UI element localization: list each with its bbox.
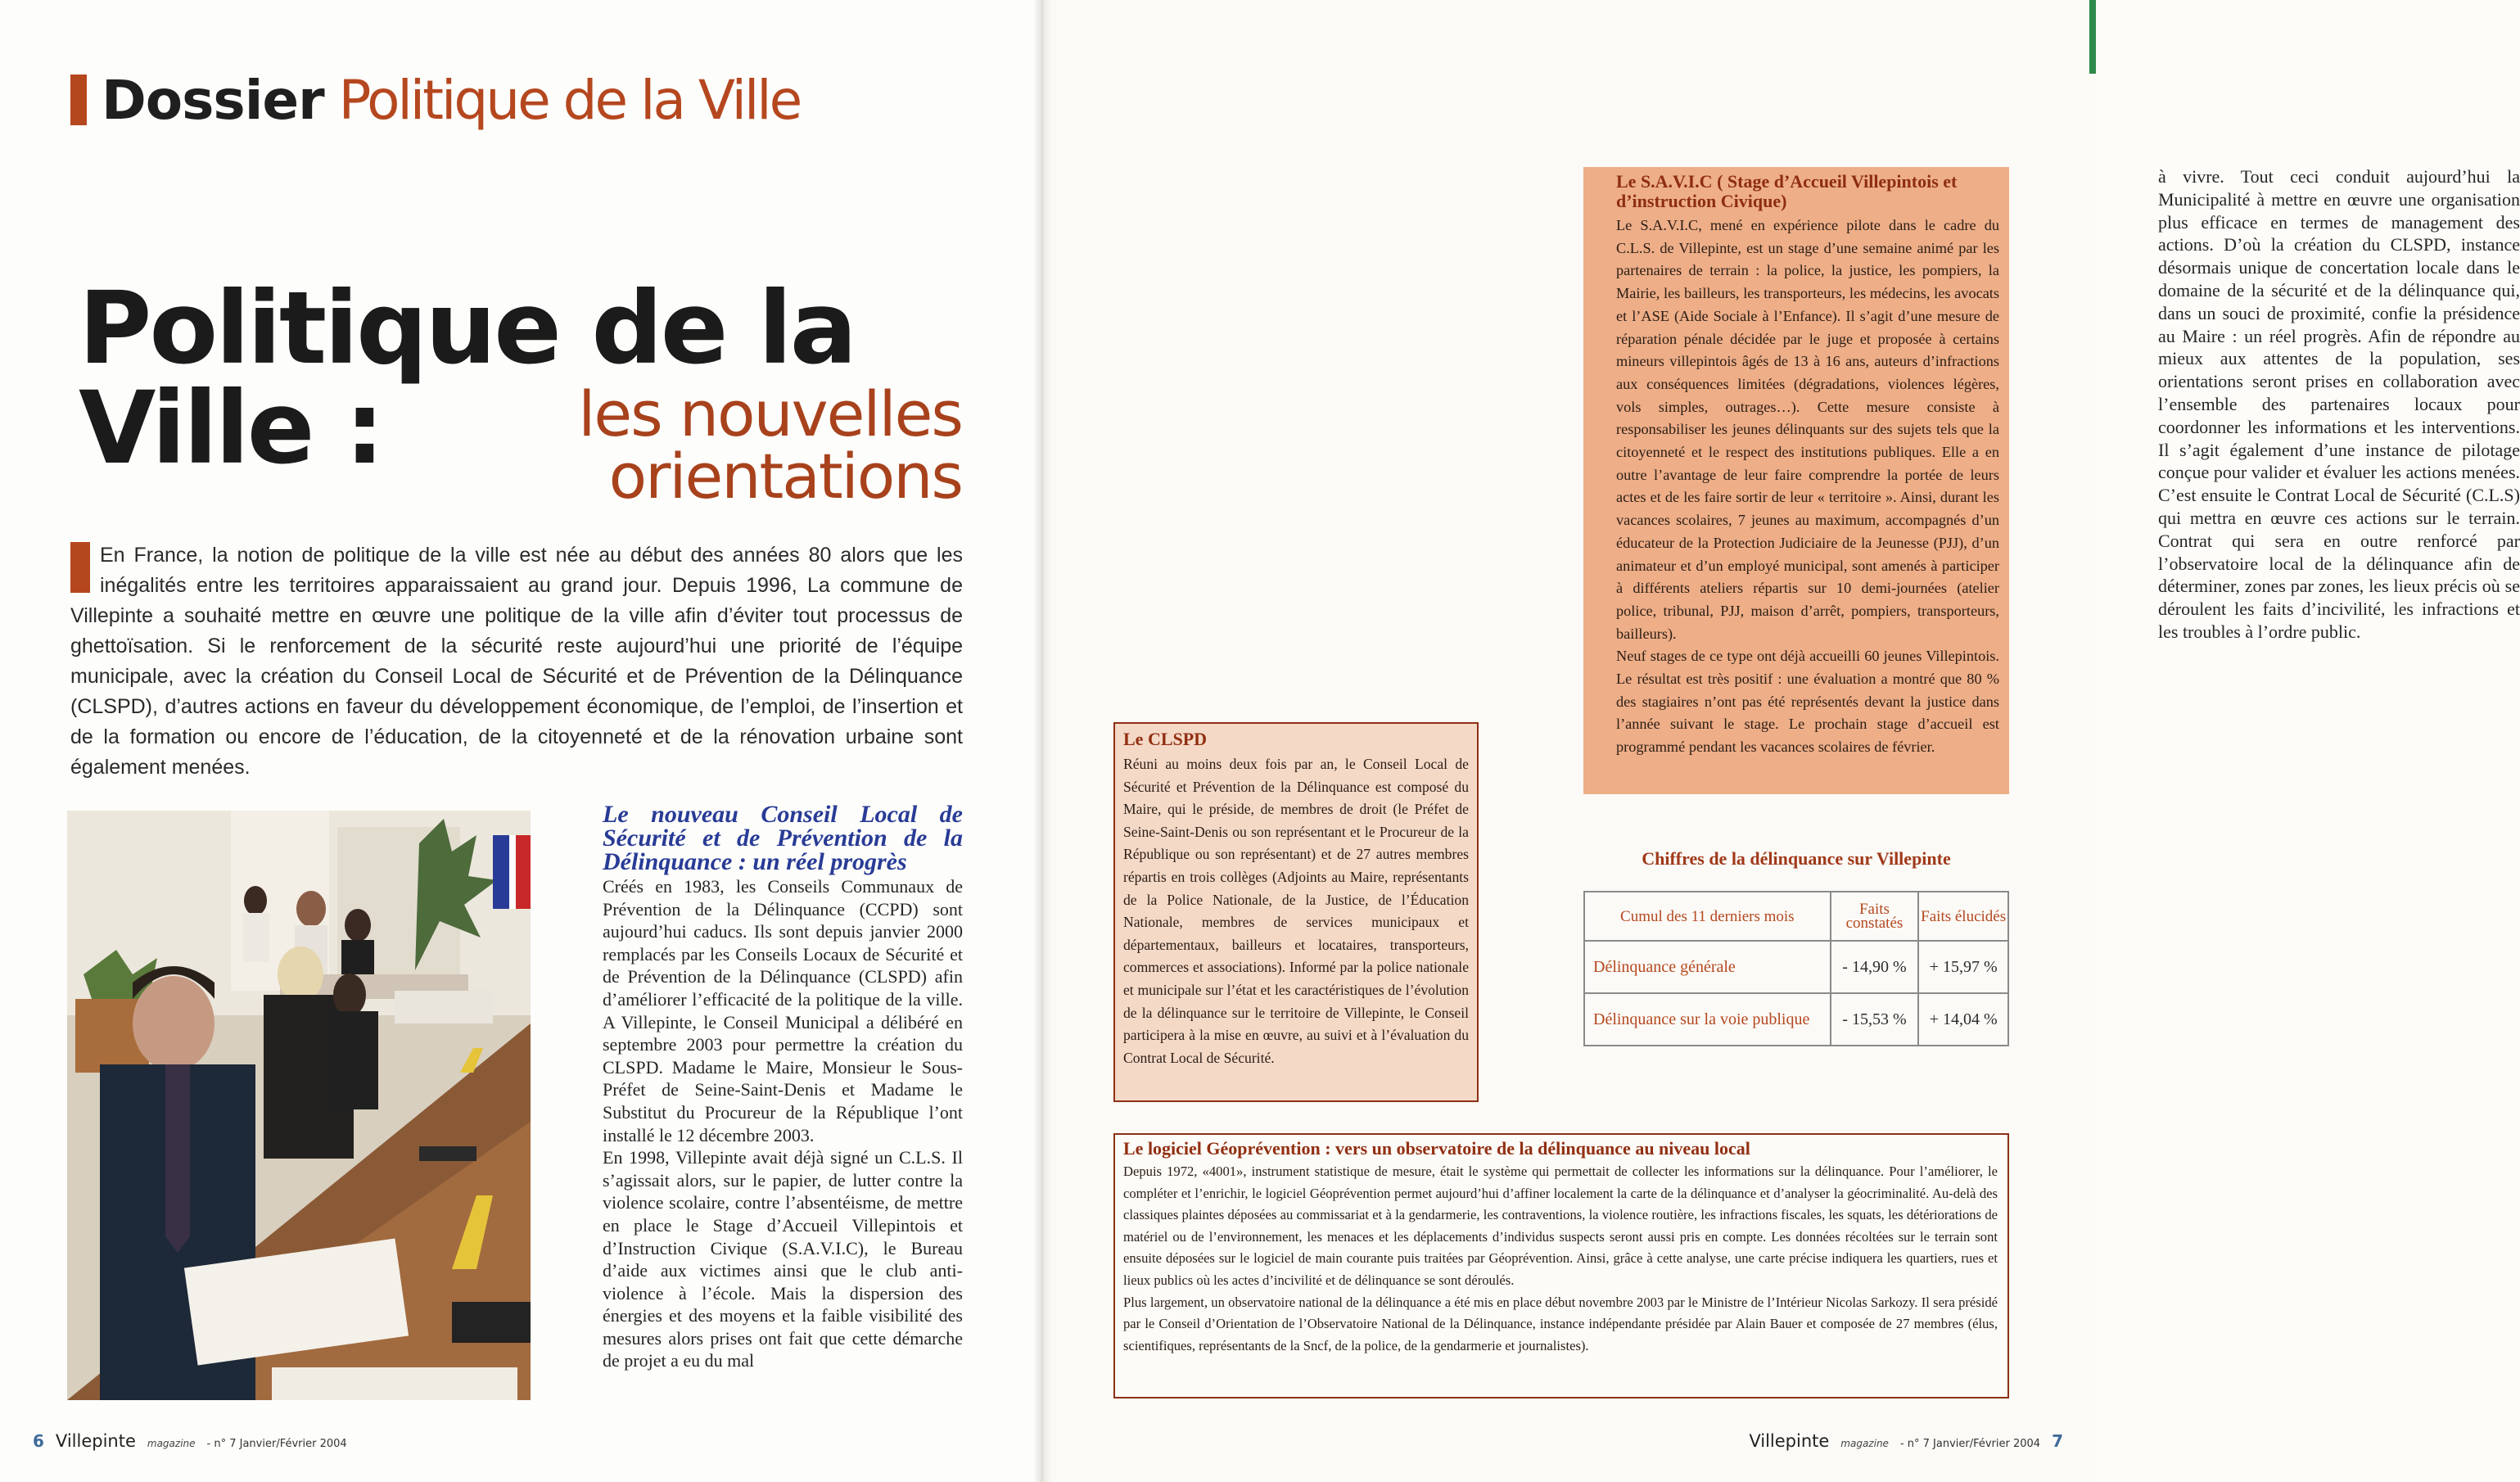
clspd-box (1113, 722, 1479, 1102)
stats-header: Faits élucidés (1918, 892, 2008, 941)
stats-row-label: Délinquance sur la voie publique (1584, 993, 1831, 1046)
intro-marker (70, 542, 90, 593)
footer-issue: - n° 7 Janvier/Février 2004 (1899, 1438, 2041, 1450)
meeting-photo (67, 811, 531, 1400)
footer-brand: Villepinte (55, 1431, 136, 1451)
stats-cell: + 15,97 % (1918, 941, 2008, 993)
footer-right (1749, 1431, 2063, 1451)
page-subtitle: les nouvelles orientations (578, 377, 962, 513)
left-page (0, 0, 1041, 1482)
stats-cell: - 15,53 % (1831, 993, 1919, 1046)
page-number: 7 (2052, 1431, 2063, 1451)
edge-tab (2089, 0, 2096, 74)
table-row (1584, 941, 2008, 993)
page-title: Politique de la Ville : (79, 270, 856, 486)
page-gutter (1033, 0, 1051, 1482)
meeting-photo-illustration (67, 811, 531, 1400)
savic-title: Le S.A.V.I.C ( Stage d’Accueil Villepintois et d’instruction Civique) (1616, 171, 1958, 211)
intro-text: En France, la notion de politique de la ville est née au début des années 80 alors que les inégalités entre les territoires apparaissaient au grand jour. Depuis 1996, La commune de Villepinte a souhaité mettre en œuvre une politique de la ville afin d’éviter tout processus de ghettoïsation. Si le renforcement de la sécurité reste aujourd’hui une priorité de l’équipe municipale, avec la création du Conseil Local de Sécurité et de Prévention de la Délinquance (CLSPD), d’autres actions en faveur du développement économique, de l’emploi, de l’insertion et de la formation ou encore de l’éducation, de la citoyenneté et de la rénovation urbaine sont également menées. (70, 544, 963, 779)
geo-paragraph: Depuis 1972, «4001», instrument statistique de mesure, était le système qui permettait de collecter les informations sur la délinquance. Pour l’améliorer, le compléter et l’enrichir, le logiciel Géoprévention permet aujourd’hui d’affiner localement la carte de la délinquance et d’analyser la géocriminalité. Au-delà des classiques plaintes déposées au commissariat et à la gendarmerie, les contraventions, la violence routière, les infractions fiscales, les squats, les détériorations de matériel ou de l’environnement, les menaces et les déplacements d’individus suspects seront aussi pris en compte. Les données récoltées sur le terrain sont ensuite déposées sur le logiciel de main courante puis traitées par Géoprévention. Ainsi, grâce à cette analyse, une carte précise indiquera les quartiers, rues et lieux publics où les actes d’incivilité et de délinquance se sont déroulés. (1123, 1163, 1998, 1288)
footer-mag: magazine (1840, 1438, 1889, 1449)
stats-header: Faits constatés (1831, 892, 1919, 941)
stats-header: Cumul des 11 derniers mois (1584, 892, 1831, 941)
section-marker (70, 75, 87, 125)
article-paragraph: En 1998, Villepinte avait déjà signé un C.L.S. Il s’agissait alors, sur le papier, de lutter contre la violence scolaire, contre l’absentéisme, de mettre en place le Stage d’Accueil Villepintois et d’Instruction Civique (S.A.V.I.C), le Bureau d’aide aux victimes ainsi que le club anti-violence à l’école. Mais la dispersion des énergies et des moyens et la faible visibilité des mesures alors prises ont fait que cette démarche de projet a eu du mal (603, 1147, 963, 1371)
geoprevention-box (1113, 1133, 2009, 1398)
footer-mag: magazine (147, 1438, 196, 1449)
savic-paragraph: Le S.A.V.I.C, mené en expérience pilote dans le cadre du C.L.S. de Villepinte, est un stage d’une semaine animé par les partenaires de terrain : la police, la justice, les pompiers, la Mairie, les bailleurs, les transporteurs, les médecins, les avocats et l’ASE (Aide Sociale à l’Enfance). Il s’agit d’une mesure de réparation pénale décidée par le juge et proposée à certains mineurs villepintois âgés de 13 à 16 ans, auteurs d’infractions aux conséquences limitées (dégradations, violences légères, vols simples, outrages…). Cette mesure consiste à responsabiliser les jeunes délinquants sur des sujets tels que la citoyenneté et le respect des institutions publiques. Elle a en outre l’avantage de leur faire comprendre la portée de leurs actes et de les faire sortir de leur « territoire ». Ainsi, durant les vacances scolaires, 7 jeunes au maximum, accompagnés d’un éducateur de la Protection Judiciaire de la Jeunesse (PJJ), d’un animateur et d’un employé municipal, sont amenés à participer à différents ateliers répartis sur 10 demi-journées (atelier police, tribunal, PJJ, maison d’arrêt, pompiers, transporteurs, bailleurs). (1616, 217, 1999, 642)
intro-paragraph (70, 540, 963, 783)
article-column-1 (603, 802, 963, 1372)
stats-title: Chiffres de la délinquance sur Villepinte (1642, 848, 1951, 869)
right-page (1041, 0, 2520, 1482)
article-heading: Le nouveau Conseil Local de Sécurité et de Prévention de la Délinquance : un réel progrès (603, 801, 963, 875)
savic-box (1583, 167, 2009, 794)
savic-paragraph: Neuf stages de ce type ont déjà accueilli 60 jeunes Villepintois. Le résultat est très positif : une évaluation a montré que 80 % des stagiaires n’ont pas été représentés devant la justice dans l’année suivant le stage. Le prochain stage d’accueil est programmé pendant les vacances scolaires de février. (1616, 648, 1999, 756)
footer-brand: Villepinte (1749, 1431, 1830, 1451)
page-number: 6 (33, 1431, 44, 1451)
clspd-text: Réuni au moins deux fois par an, le Conseil Local de Sécurité et Prévention de la Délinquance est composé du Maire, qui le préside, de membres de droit (le Préfet de Seine-Saint-Denis ou son représentant et le Procureur de la République ou son représentant) et de 27 autres membres répartis en trois collèges (Adjoints au Maire, représentants de la Police Nationale, de la Justice, de l’Éducation Nationale, membres de services municipaux et départementaux, bailleurs et locataires, transporteurs, commerces et associations). Informé par la police nationale et municipale sur l’état et les caractéristiques de l’évolution de la délinquance sur le territoire de Villepinte, le Conseil participera à la mise en œuvre, au suivi et à l’évaluation du Contrat Local de Sécurité. (1123, 756, 1469, 1066)
table-row (1584, 993, 2008, 1046)
article-paragraph: Créés en 1983, les Conseils Communaux de Prévention de la Délinquance (CCPD) sont aujourd’hui caducs. Ils sont depuis janvier 2000 remplacés par les Conseils Locaux de Sécurité et de Prévention de la Délinquance (CLSPD) afin d’améliorer l’efficacité de la politique de la ville. A Villepinte, le Conseil Municipal a délibéré en septembre 2003 pour permettre la création du CLSPD. Madame le Maire, Monsieur le Sous-Préfet de Seine-Saint-Denis et Madame le Substitut du Procureur de la République l’ont installé le 12 décembre 2003. (603, 876, 963, 1145)
stats-header-row (1584, 892, 2008, 941)
section-keyword: Dossier (102, 68, 324, 132)
section-topic: Politique de la Ville (338, 68, 801, 132)
geo-title: Le logiciel Géoprévention : vers un observatoire de la délinquance au niveau local (1123, 1138, 1750, 1159)
stats-table (1583, 891, 2009, 1046)
geo-paragraph: Plus largement, un observatoire national de la délinquance a été mis en place début novembre 2003 par le Ministre de l’Intérieur Nicolas Sarkozy. Il sera présidé par le Conseil d’Orientation de l’Observatoire National de la Délinquance, instance indépendante présidée par Alain Bauer et composée de 27 membres (élus, scientifiques, représentants de la Sncf, de la police, de la gendarmerie et journalistes). (1123, 1294, 1998, 1353)
stats-cell: + 14,04 % (1918, 993, 2008, 1046)
article-column-2: à vivre. Tout ceci conduit aujourd’hui la Municipalité à mettre en œuvre une organisation plus efficace en termes de management des actions. D’où la création du CLSPD, instance désormais unique de concertation locale dans le domaine de la sécurité et de la délinquance qui, dans un souci de proximité, confie la présidence au Maire : un réel progrès. Afin de répondre au mieux aux attentes de la population, ses orientations seront prises en collaboration avec l’ensemble des partenaires locaux pour coordonner les informations et les interventions. Il s’agit également d’une instance de pilotage conçue pour valider et évaluer les actions menées. C’est ensuite le Contrat Local de Sécurité (C.L.S) qui mettra en œuvre ces actions sur le terrain. Contrat qui sera en outre renforcé par l’observatoire local de la délinquance afin de déterminer, zones par zones, les lieux précis où se déroulent les faits d’incivilité, les infractions et les troubles à l’ordre public. (2158, 166, 2520, 642)
footer-left (33, 1431, 347, 1451)
footer-issue: - n° 7 Janvier/Février 2004 (206, 1438, 347, 1450)
clspd-title: Le CLSPD (1123, 729, 1208, 749)
stats-row-label: Délinquance générale (1584, 941, 1831, 993)
stats-cell: - 14,90 % (1831, 941, 1919, 993)
section-header (70, 67, 800, 133)
